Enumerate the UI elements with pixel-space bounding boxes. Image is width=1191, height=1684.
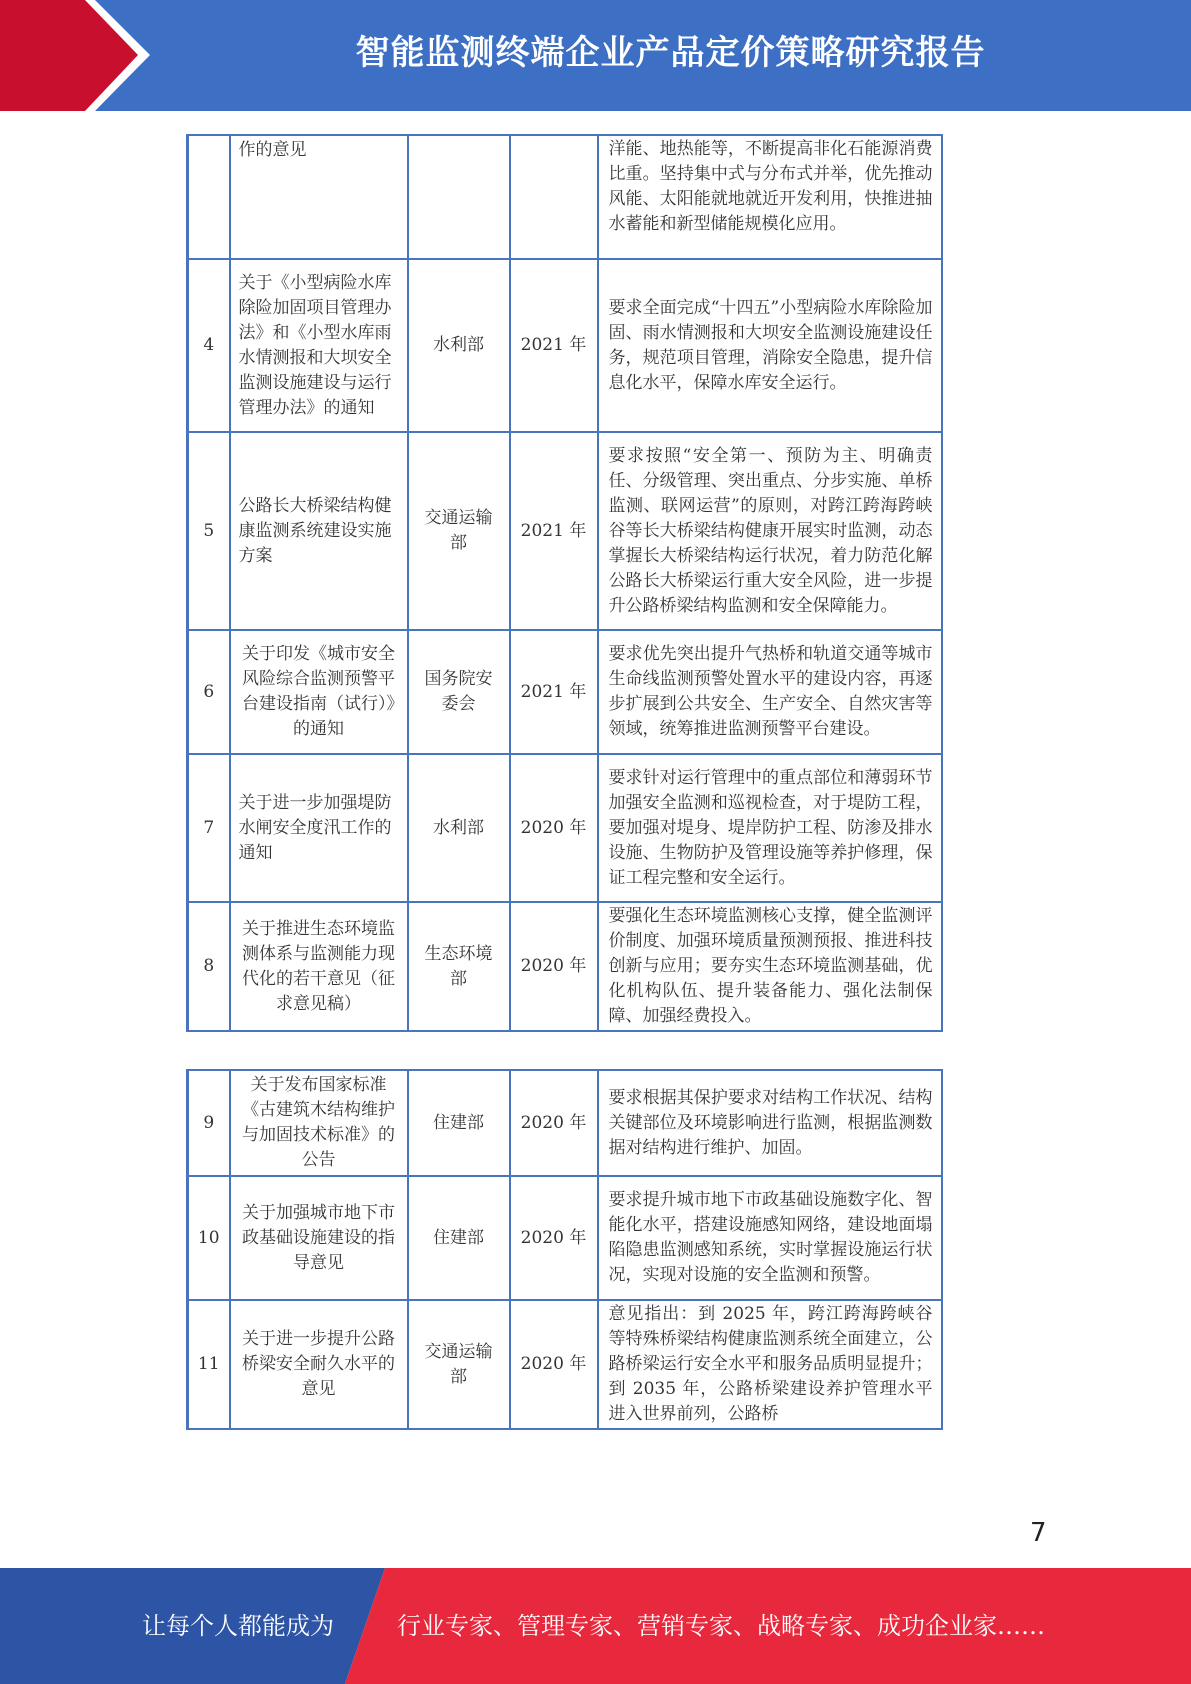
table-row [188,630,942,754]
footer-slogan-left: 让每个人都能成为 [142,1612,334,1640]
row-title: 关于加强城市地下市政基础设施建设的指导意见 [230,1176,408,1300]
row-number: 4 [188,259,230,432]
row-department [408,135,510,259]
row-department: 交通运输部 [408,432,510,630]
row-number: 7 [188,754,230,902]
row-content: 洋能、地热能等，不断提高非化石能源消费比重。坚持集中式与分布式并举，优先推动风能、太阳能就地就近开发利用，快推进抽水蓄能和新型储能规模化应用。 [598,135,942,259]
row-department: 水利部 [408,754,510,902]
row-department: 国务院安委会 [408,630,510,754]
table-row [188,259,942,432]
row-number: 11 [188,1300,230,1429]
page-header [0,0,1191,111]
row-title: 关于《小型病险水库除险加固项目管理办法》和《小型水库雨水情测报和大坝安全监测设施建设与运行管理办法》的通知 [230,259,408,432]
document-title: 智能监测终端企业产品定价策略研究报告 [355,33,986,73]
row-title: 公路长大桥梁结构健康监测系统建设实施方案 [230,432,408,630]
row-year: 2021 年 [510,630,598,754]
table-row [188,1300,942,1429]
row-number: 5 [188,432,230,630]
row-title: 关于印发《城市安全风险综合监测预警平台建设指南（试行）》的通知 [230,630,408,754]
row-title: 关于发布国家标准《古建筑木结构维护与加固技术标准》的公告 [230,1070,408,1176]
row-content: 要求全面完成“十四五”小型病险水库除险加固、雨水情测报和大坝安全监测设施建设任务，规范项目管理，消除安全隐患，提升信息化水平，保障水库安全运行。 [598,259,942,432]
row-year: 2020 年 [510,1070,598,1176]
header-chevron-icon [0,0,150,111]
row-year: 2020 年 [510,1300,598,1429]
row-year [510,135,598,259]
table-row [188,902,942,1031]
row-content: 要求根据其保护要求对结构工作状况、结构关键部位及环境影响进行监测，根据监测数据对结构进行维护、加固。 [598,1070,942,1176]
row-content: 要求按照“安全第一、预防为主、明确责任、分级管理、突出重点、分步实施、单桥监测、联网运营”的原则，对跨江跨海跨峡谷等长大桥梁结构健康开展实时监测，动态掌握长大桥梁结构运行状况，着力防范化解公路长大桥梁运行重大安全风险，进一步提升公路桥梁结构监测和安全保障能力。 [598,432,942,630]
row-title: 作的意见 [230,135,408,259]
row-year: 2020 年 [510,1176,598,1300]
table-row [188,135,942,259]
row-content: 要强化生态环境监测核心支撑，健全监测评价制度、加强环境质量预测预报、推进科技创新与应用；要夯实生态环境监测基础，优化机构队伍、提升装备能力、强化法制保障、加强经费投入。 [598,902,942,1031]
row-department: 住建部 [408,1070,510,1176]
page-footer [0,1568,1191,1684]
page-number: 7 [1030,1518,1047,1548]
footer-slogan-right: 行业专家、管理专家、营销专家、战略专家、成功企业家…… [397,1612,1045,1640]
row-department: 水利部 [408,259,510,432]
table-row [188,1070,942,1176]
row-number [188,135,230,259]
row-content: 要求针对运行管理中的重点部位和薄弱环节加强安全监测和巡视检查，对于堤防工程，要加强对堤身、堤岸防护工程、防渗及排水设施、生物防护及管理设施等养护修理，保证工程完整和安全运行。 [598,754,942,902]
row-number: 6 [188,630,230,754]
row-content: 要求提升城市地下市政基础设施数字化、智能化水平，搭建设施感知网络，建设地面塌陷隐患监测感知系统，实时掌握设施运行状况，实现对设施的安全监测和预警。 [598,1176,942,1300]
table-row [188,754,942,902]
row-year: 2020 年 [510,754,598,902]
row-title: 关于进一步加强堤防水闸安全度汛工作的通知 [230,754,408,902]
row-department: 交通运输部 [408,1300,510,1429]
policy-table-part2 [186,1069,943,1430]
row-year: 2021 年 [510,432,598,630]
policy-table-part1 [186,134,943,1032]
table-row [188,432,942,630]
row-year: 2020 年 [510,902,598,1031]
row-department: 住建部 [408,1176,510,1300]
table-row [188,1176,942,1300]
row-year: 2021 年 [510,259,598,432]
row-title: 关于推进生态环境监测体系与监测能力现代化的若干意见（征求意见稿） [230,902,408,1031]
row-number: 10 [188,1176,230,1300]
row-title: 关于进一步提升公路桥梁安全耐久水平的意见 [230,1300,408,1429]
row-number: 9 [188,1070,230,1176]
row-content: 意见指出：到 2025 年，跨江跨海跨峡谷等特殊桥梁结构健康监测系统全面建立，公路桥梁运行安全水平和服务品质明显提升；到 2035 年，公路桥梁建设养护管理水平进入世界前列，公路桥 [598,1300,942,1429]
row-department: 生态环境部 [408,902,510,1031]
row-number: 8 [188,902,230,1031]
row-content: 要求优先突出提升气热桥和轨道交通等城市生命线监测预警处置水平的建设内容，再逐步扩展到公共安全、生产安全、自然灾害等领域，统筹推进监测预警平台建设。 [598,630,942,754]
